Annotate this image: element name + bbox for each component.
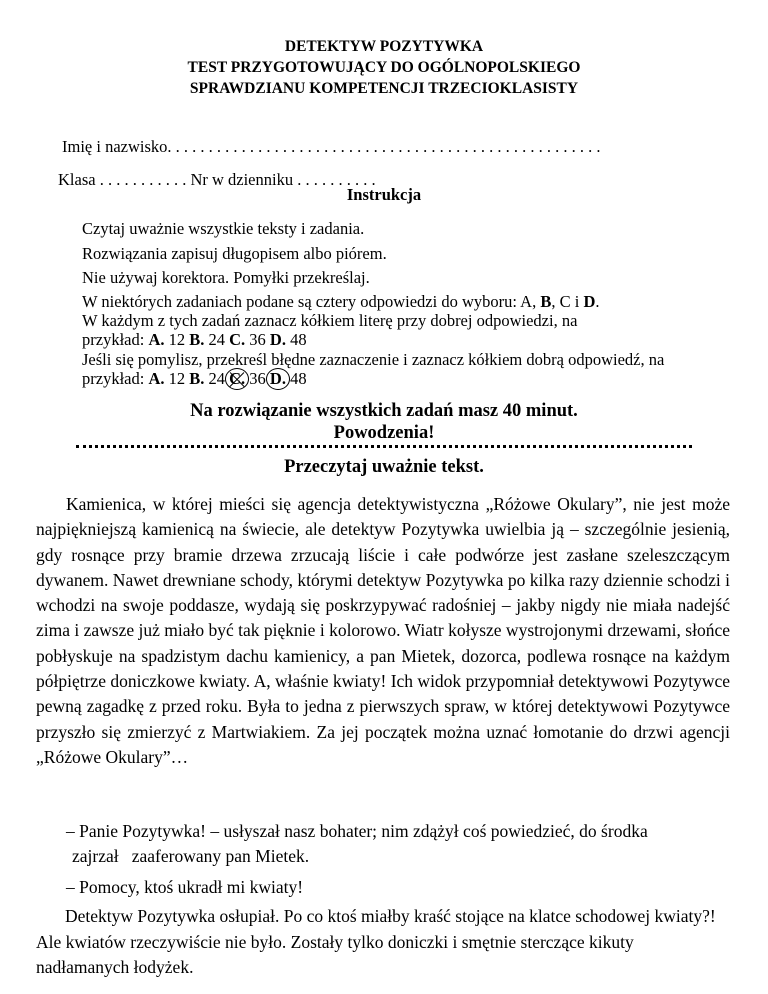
text-span: przykład: xyxy=(82,330,149,349)
answer-example-2 xyxy=(82,369,307,389)
name-field: Imię i nazwisko. . . . . . . . . . . . . . . . . . . . . . . . . . . . . . . . . . . . . . . . . . . . . . . . . . . . . xyxy=(62,137,601,156)
text-span: , C i xyxy=(551,292,584,311)
circled-answer xyxy=(270,369,286,389)
time-notice xyxy=(0,400,768,444)
text-span: . xyxy=(595,292,600,311)
dialog-line: – Pomocy, ktoś ukradł mi kwiaty! xyxy=(66,877,304,897)
instruction-line: Nie używaj korektora. Pomyłki przekreślaj. xyxy=(82,268,370,287)
class-field: Klasa . . . . . . . . . . . Nr w dzienniku . . . . . . . . . . xyxy=(58,170,376,189)
story-paragraph: Kamienica, w której mieści się agencja detektywistyczna „Różowe Okulary”, nie jest może najpiękniejszą kamienicą na świecie, ale detektyw Pozytywka uwielbia ją – szczególnie jesienią, gdy rosnące przy bramie drzewa zrzucają liście i całe podwórze jest zasłane szeleszczącym dywanem. Nawet drewniane schody, którymi detektyw Pozytywka po kilka razy dziennie schodzi i wchodzi na swoje poddasze, wydają się poskrzypywać radośniej – jakby nigdy nie miała nadejść zima i zawsze już miało być tak pięknie i kolorowo. Wiatr kołysze wystrojonymi drzewami, słońce pobłyskuje na spadzistym dachu kamienicy, a pan Mietek, dozorca, podlewa rosnące na każdym półpiętrze doniczkowe kwiaty. A, właśnie kwiaty! Ich widok przypomniał detektywowi Pozytywce pewną zagadkę z przed roku. Była to jedna z pierwszych spraw, w której detektywowi Pozytywce przyszło się zmierzyć z Martwiakiem. Za jej początek można uznać łomotanie do drzwi agencji „Różowe Okulary”… xyxy=(36,494,730,767)
time-limit: Na rozwiązanie wszystkich zadań masz 40 minut. xyxy=(190,401,578,421)
instruction-line xyxy=(82,292,600,312)
option-value: 24 xyxy=(204,369,230,388)
dialog-text: – Panie Pozytywka! – usłyszał nasz bohater; nim zdążył coś powiedzieć, do środka xyxy=(66,821,648,841)
option-value: 12 xyxy=(164,330,190,349)
header-subtitle-line2: SPRAWDZIANU KOMPETENCJI TRZECIOKLASISTY xyxy=(189,80,579,97)
crossed-out-answer xyxy=(229,369,245,389)
option-value: 48 xyxy=(285,330,307,349)
story-paragraph: Detektyw Pozytywka osłupiał. Po co ktoś miałby kraść stojące na klatce schodowej kwiaty?! Ale kwiatów rzeczywiście nie było. Zostały tylko doniczki i smętnie sterczące kikuty nadłamanych łodyżek. xyxy=(36,906,716,977)
dialog-text: zajrzał zaaferowany pan Mietek. xyxy=(72,846,310,866)
option-value: 48 xyxy=(285,369,307,388)
header-title: DETEKTYW POZYTYWKA xyxy=(284,38,484,55)
instruction-line: W każdym z tych zadań zaznacz kółkiem literę przy dobrej odpowiedzi, na xyxy=(82,311,578,330)
bold-letter: B xyxy=(540,292,552,311)
good-luck: Powodzenia! xyxy=(333,423,435,443)
instruction-line: Rozwiązania zapisuj długopisem albo piórem. xyxy=(82,244,387,263)
option-value: 12 xyxy=(164,369,190,388)
option-letter: D. xyxy=(269,330,286,349)
option-letter: B. xyxy=(189,369,205,388)
option-value: 24 xyxy=(204,330,230,349)
instruction-line: Czytaj uważnie wszystkie teksty i zadania. xyxy=(82,219,365,238)
text-span: przykład: xyxy=(82,369,149,388)
header-subtitle-line1: TEST PRZYGOTOWUJĄCY DO OGÓLNOPOLSKIEGO xyxy=(187,59,581,76)
bold-letter: D xyxy=(583,292,596,311)
option-letter: C. xyxy=(229,369,246,388)
option-value: 36 xyxy=(245,330,270,349)
read-title: Przeczytaj uważnie tekst. xyxy=(284,457,484,477)
dotted-separator xyxy=(76,445,692,448)
instructions-title: Instrukcja xyxy=(346,185,422,204)
option-letter: D. xyxy=(269,369,286,388)
option-letter: A. xyxy=(148,330,165,349)
document-header xyxy=(0,36,768,99)
option-value: 36 xyxy=(245,369,270,388)
option-letter: A. xyxy=(148,369,165,388)
text-span: W niektórych zadaniach podane są cztery odpowiedzi do wyboru: A, xyxy=(82,292,541,311)
dialog-line xyxy=(66,819,730,869)
option-letter: B. xyxy=(189,330,205,349)
option-letter: C. xyxy=(229,330,246,349)
answer-example-1 xyxy=(82,330,307,350)
instruction-line: Jeśli się pomylisz, przekreśl błędne zaznaczenie i zaznacz kółkiem dobrą odpowiedź, na xyxy=(82,350,665,369)
